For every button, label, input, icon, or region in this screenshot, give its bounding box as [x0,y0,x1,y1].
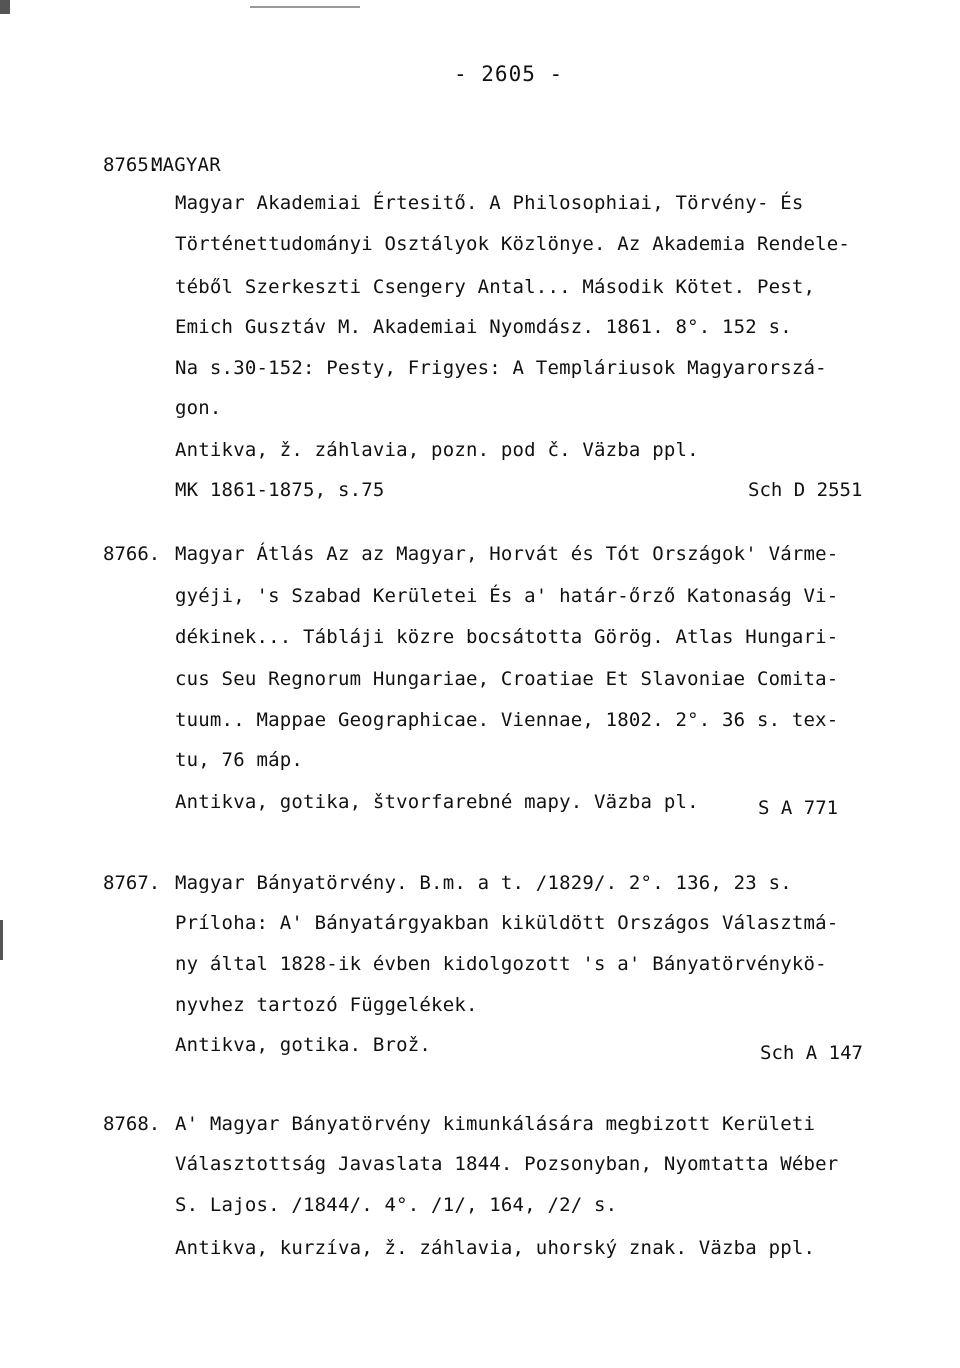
entry-description: Antikva, gotika, štvorfarebné mapy. Väzba pl. [175,791,699,813]
entry-note: ny által 1828-ik évben kidolgozott 's a' Bányatörvénykö- [175,953,827,975]
scan-artifact [250,6,360,8]
entry-reference: MK 1861-1875, s.75 [175,479,385,501]
entry-line: Magyar Akademiai Értesitő. A Philosophiai, Törvény- És [175,192,804,214]
shelf-signature: Sch A 147 [760,1042,863,1064]
entry-description: Antikva, gotika. Brož. [175,1034,432,1056]
entry-number: 8767. [103,872,161,894]
entry-note: nyvhez tartozó Függelékek. [175,994,478,1016]
entry-description: Antikva, ž. záhlavia, pozn. pod č. Väzba ppl. [175,439,699,461]
entry-line: gyéji, 's Szabad Kerületei És a' határ-őrző Katonaság Vi- [175,585,839,607]
shelf-signature: S A 771 [758,797,839,819]
scan-artifact [0,0,10,14]
entry-line: A' Magyar Bányatörvény kimunkálására megbizott Kerületi [175,1113,816,1135]
scan-artifact [0,920,3,960]
entry-heading: MAGYAR [151,154,221,176]
entry-note: Na s.30-152: Pesty, Frigyes: A Templáriusok Magyarorszá- [175,357,827,379]
entry-line: Magyar Bányatörvény. B.m. a t. /1829/. 2°. 136, 23 s. [175,872,792,894]
entry-line: Választottság Javaslata 1844. Pozsonyban, Nyomtatta Wéber [175,1153,839,1175]
entry-number: 8768. [103,1113,161,1135]
shelf-signature: Sch D 2551 [748,479,863,501]
entry-line: cus Seu Regnorum Hungariae, Croatiae Et Slavoniae Comita- [175,668,839,690]
entry-number: 8765. [103,154,161,176]
entry-note: Príloha: A' Bányatárgyakban kiküldött Országos Választmá- [175,912,839,934]
entry-line: Emich Gusztáv M. Akademiai Nyomdász. 1861. 8°. 152 s. [175,316,792,338]
entry-line: S. Lajos. /1844/. 4°. /1/, 164, /2/ s. [175,1194,618,1216]
entry-number: 8766. [103,543,161,565]
entry-line: dékinek... Tábláji közre bocsátotta Görög. Atlas Hungari- [175,626,839,648]
entry-line: Történettudományi Osztályok Közlönye. Az Akademia Rendele- [175,233,851,255]
page-number: - 2605 - [454,62,564,86]
entry-line: Magyar Átlás Az az Magyar, Horvát és Tót Országok' Várme- [175,543,839,565]
entry-line: tu, 76 máp. [175,749,304,771]
entry-description: Antikva, kurzíva, ž. záhlavia, uhorský znak. Väzba ppl. [175,1237,816,1259]
entry-note: gon. [175,397,222,419]
entry-line: tuum.. Mappae Geographicae. Viennae, 1802. 2°. 36 s. tex- [175,709,839,731]
entry-line: téből Szerkeszti Csengery Antal... Második Kötet. Pest, [175,276,816,298]
